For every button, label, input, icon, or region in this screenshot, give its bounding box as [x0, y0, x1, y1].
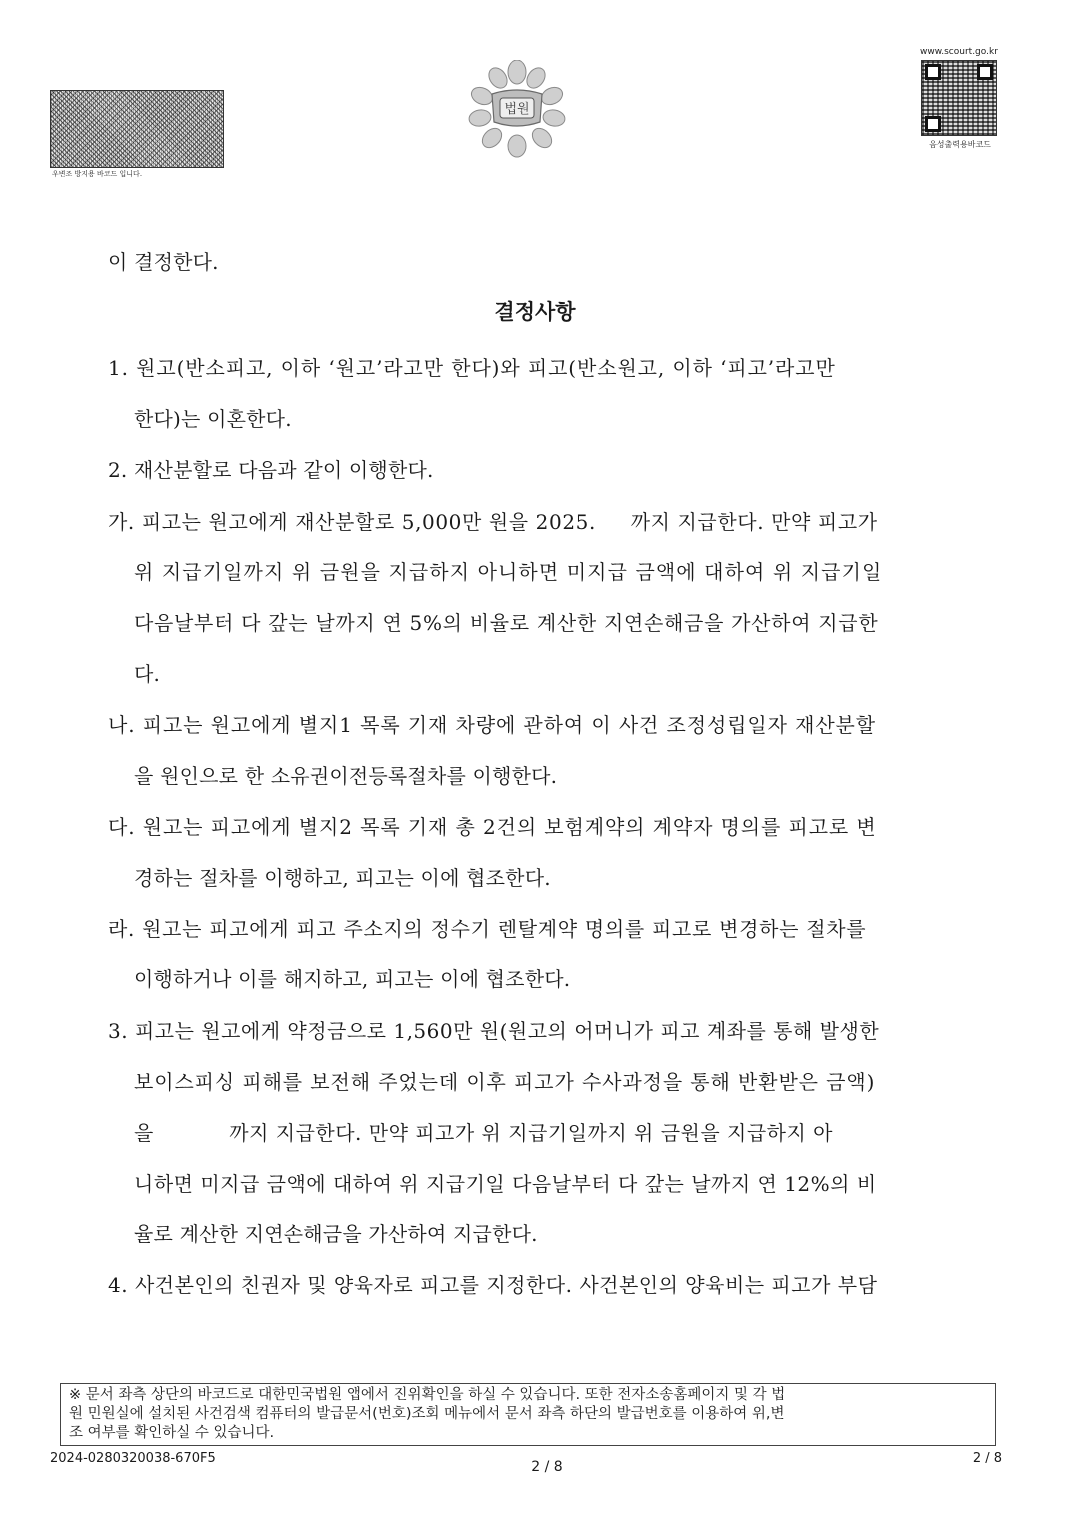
barcode-note: 우변조 방지용 바코드 입니다. [52, 170, 143, 178]
page-number-center: 2 / 8 [531, 1459, 563, 1475]
notice-line: 조 여부를 확인하실 수 있습니다. [69, 1425, 275, 1441]
body-line: 경하는 절차를 이행하고, 피고는 이에 협조한다. [134, 866, 551, 890]
body-line: 을 원인으로 한 소유권이전등록절차를 이행한다. [134, 764, 558, 788]
body-line: 위 지급기일까지 위 금원을 지급하지 아니하면 미지급 금액에 대하여 위 지급기일 [134, 560, 883, 584]
body-line: 1. 원고(반소피고, 이하 ‘원고’라고만 한다)와 피고(반소원고, 이하 ‘피고’라고만 [108, 356, 836, 380]
opening-text: 이 결정한다. [108, 250, 219, 274]
notice-line: 원 민원실에 설치된 사건검색 컴퓨터의 발급문서(번호)조회 메뉴에서 문서 좌측 하단의 발급번호를 이용하여 위,변 [69, 1406, 785, 1422]
issue-number: 2024-0280320038-670F5 [50, 1451, 216, 1466]
notice-line: ※ 문서 좌측 상단의 바코드로 대한민국법원 앱에서 진위확인을 하실 수 있습니다. 또한 전자소송홈페이지 및 각 법 [69, 1387, 786, 1403]
page-number-right: 2 / 8 [972, 1451, 1002, 1466]
body-line: 한다)는 이혼한다. [134, 407, 292, 431]
qr-finder-icon [977, 64, 993, 80]
body-line: 3. 피고는 원고에게 약정금으로 1,560만 원(원고의 어머니가 피고 계좌를 통해 발생한 [108, 1019, 880, 1043]
qr-finder-icon [925, 116, 941, 132]
body-line: 2. 재산분할로 다음과 같이 이행한다. [108, 458, 434, 482]
verification-notice [60, 1383, 996, 1446]
seal-text: 법원 [504, 102, 530, 117]
body-line: 다. 원고는 피고에게 별지2 목록 기재 총 2건의 보험계약의 계약자 명의를 피고로 변 [108, 815, 877, 839]
body-line: 4. 사건본인의 친권자 및 양육자로 피고를 지정한다. 사건본인의 양육비는 피고가 부담 [108, 1273, 878, 1297]
qr-caption: 음성출력용바코드 [929, 140, 991, 149]
body-line: 니하면 미지급 금액에 대하여 위 지급기일 다음날부터 다 갚는 날까지 연 12%의 비 [134, 1172, 877, 1196]
verification-barcode [50, 90, 224, 168]
body-line: 라. 원고는 피고에게 피고 주소지의 정수기 렌탈계약 명의를 피고로 변경하는 절차를 [108, 917, 867, 941]
audio-qr-code [921, 60, 997, 136]
body-line: 이행하거나 이를 해지하고, 피고는 이에 협조한다. [134, 967, 571, 991]
court-seal-icon [464, 60, 570, 160]
section-title: 결정사항 [494, 299, 576, 324]
body-line: 율로 계산한 지연손해금을 가산하여 지급한다. [134, 1222, 538, 1246]
qr-finder-icon [925, 64, 941, 80]
body-line: 보이스피싱 피해를 보전해 주었는데 이후 피고가 수사과정을 통해 반환받은 금액) [134, 1070, 876, 1094]
body-line: 다음날부터 다 갚는 날까지 연 5%의 비율로 계산한 지연손해금을 가산하여 지급한 [134, 611, 879, 635]
body-line: 가. 피고는 원고에게 재산분할로 5,000만 원을 2025. 까지 지급한다. 만약 피고가 [108, 510, 878, 534]
body-line: 나. 피고는 원고에게 별지1 목록 기재 차량에 관하여 이 사건 조정성립일자 재산분할 [108, 713, 876, 737]
body-line: 다. [134, 662, 161, 686]
court-url: www.scourt.go.kr [920, 47, 998, 57]
body-line: 을 까지 지급한다. 만약 피고가 위 지급기일까지 위 금원을 지급하지 아 [134, 1121, 833, 1145]
